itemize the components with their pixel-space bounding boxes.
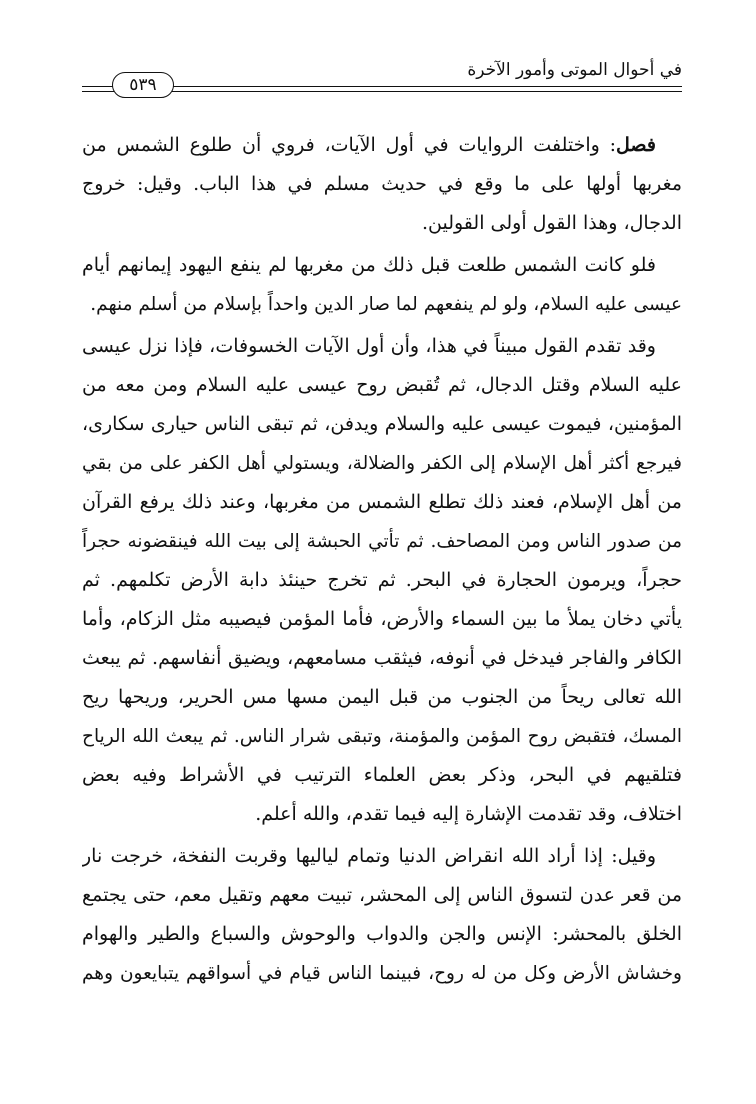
- text-line: من أهل الإسلام، فعند ذلك تطلع الشمس من مغربها، وعند ذلك يرفع القرآن: [82, 491, 682, 513]
- text-line: الكافر والفاجر فيدخل في أنوفه، فيثقب مسامعهم، ويضيق أنفاسهم. ثم يبعث: [82, 647, 682, 669]
- running-header: [82, 56, 682, 106]
- text-line: مغربها أولها على ما وقع في حديث مسلم في هذا الباب. وقيل: خروج: [82, 173, 682, 195]
- text-line-content: : واختلفت الروايات في أول الآيات، فروي أن طلوع الشمس من: [82, 134, 617, 156]
- running-title: في أحوال الموتى وأمور الآخرة: [467, 60, 682, 80]
- text-line: الخلق بالمحشر: الإنس والجن والدواب والوحوش والسباع والطير والهوام: [82, 923, 682, 945]
- text-line: فتلقيهم في البحر، وذكر بعض العلماء الترتيب في الأشراط وفيه بعض: [82, 764, 682, 786]
- section-term: فصل: [616, 134, 656, 156]
- page-number-rule-bottom: [82, 91, 108, 92]
- text-line: يأتي دخان يملأ ما بين السماء والأرض، فأما المؤمن فيصيبه مثل الزكام، وأما: [82, 608, 682, 630]
- page-number: ٥٣٩: [112, 72, 174, 98]
- text-line: الدجال، وهذا القول أولى القولين.: [421, 212, 682, 234]
- text-line: اختلاف، وقد تقدمت الإشارة إليه فيما تقدم، والله أعلم.: [255, 803, 682, 825]
- text-line: حجراً، ويرمون الحجارة في البحر. ثم تخرج حينئذ دابة الأرض تكلمهم. ثم: [82, 569, 682, 591]
- body-text: [82, 126, 682, 993]
- text-line: عيسى عليه السلام، ولو لم ينفعهم لما صار الدين واحداً بإسلام من أسلم منهم.: [90, 294, 682, 315]
- text-line: من قعر عدن لتسوق الناس إلى المحشر، تبيت معهم وتقيل معم، حتى يجتمع: [82, 884, 682, 906]
- page-number-rule-top: [82, 86, 108, 87]
- text-line: فلو كانت الشمس طلعت قبل ذلك من مغربها لم ينفع اليهود إيمانهم أيام: [82, 254, 656, 276]
- text-line: المسك، فتقبض روح المؤمن والمؤمنة، وتبقى شرار الناس. ثم يبعث الله الرياح: [82, 726, 682, 747]
- text-line: وخشاش الأرض وكل من له روح، فبينما الناس قيام في أسواقهم يتبايعون وهم: [82, 963, 682, 984]
- text-line: المؤمنين، فيموت عيسى عليه والسلام ويدفن، ثم تبقى الناس حيارى سكارى،: [82, 413, 682, 435]
- text-line: فيرجع أكثر أهل الإسلام إلى الكفر والضلالة، ويستولي أهل الكفر على من بقي: [82, 453, 682, 474]
- text-line: الله تعالى ريحاً من الجنوب من قبل اليمن مسها مس الحرير، وريحها ريح: [82, 686, 682, 708]
- text-line: عليه السلام وقتل الدجال، ثم تُقبض روح عيسى عليه السلام ومن معه من: [82, 374, 682, 396]
- text-line: وقيل: إذا أراد الله انقراض الدنيا وتمام لياليها وقربت النفخة، خرجت نار: [82, 845, 656, 867]
- text-line: من صدور الناس ومن المصاحف. ثم تأتي الحبشة إلى بيت الله فينقضونه حجراً: [82, 531, 682, 552]
- text-line: وقد تقدم القول مبيناً في هذا، وأن أول الآيات الخسوفات، فإذا نزل عيسى: [82, 335, 656, 357]
- text-line: [82, 126, 682, 165]
